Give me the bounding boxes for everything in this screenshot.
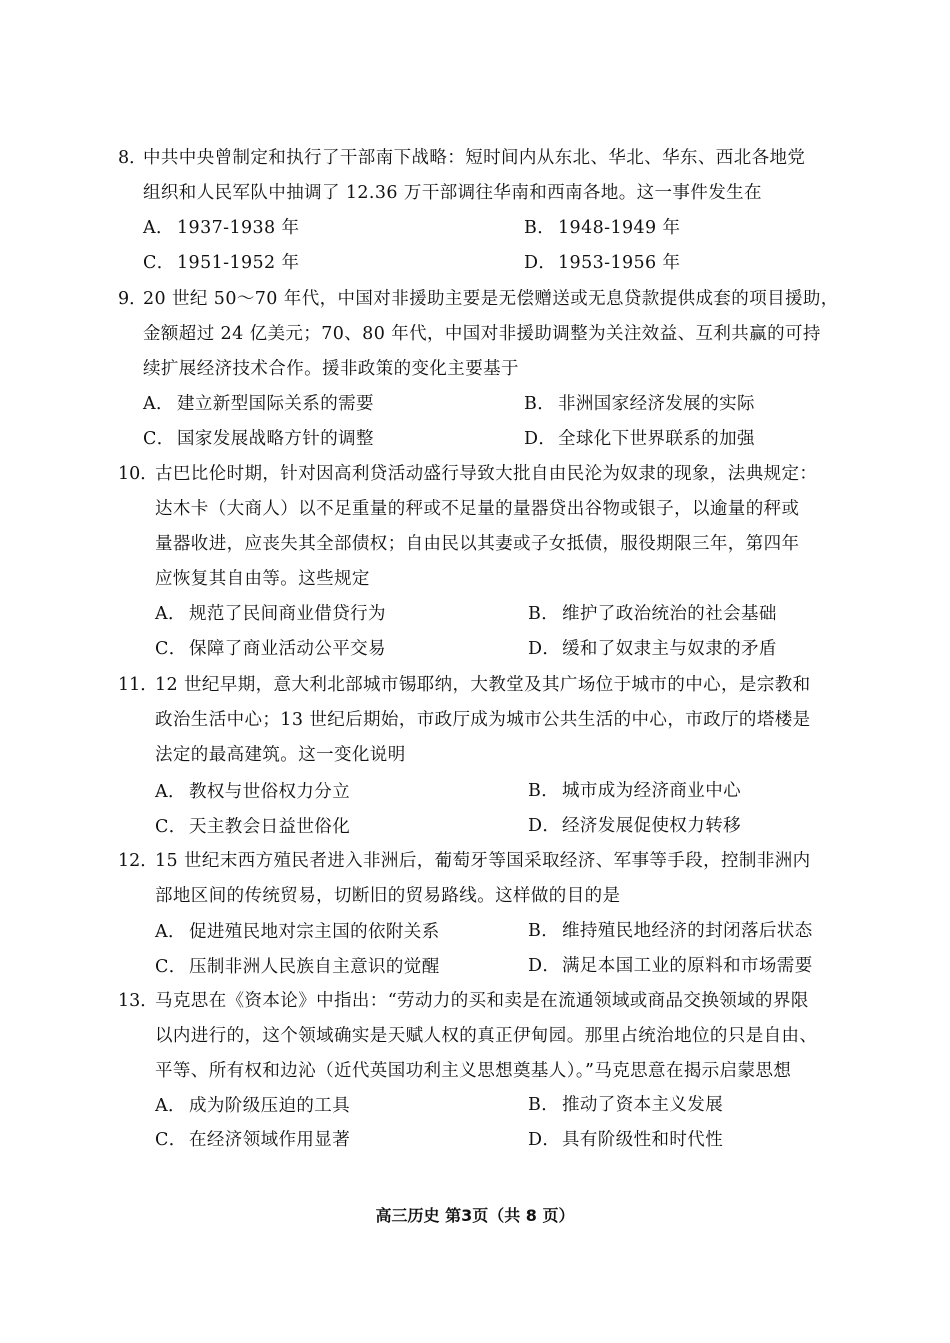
option-d: D．满足本国工业的原料和市场需要 [528, 956, 813, 976]
page-footer: 高三历史 第3页（共 8 页） [375, 1206, 575, 1225]
question-text-line: 古巴比伦时期，针对因高利贷活动盛行导致大批自由民沦为奴隶的现象，法典规定： [155, 464, 818, 484]
option-b: B． 维护了政治统治的社会基础 [528, 604, 777, 624]
option-a: A． 促进殖民地对宗主国的依附关系 [155, 922, 440, 942]
option-b: B． 维持殖民地经济的封闭落后状态 [528, 921, 813, 941]
option-c: C． 压制非洲人民族自主意识的觉醒 [155, 957, 440, 977]
question-text-line: 法定的最高建筑。这一变化说明 [155, 745, 406, 765]
option-c: C． 国家发展战略方针的调整 [143, 429, 374, 449]
question-number: 11． [118, 675, 158, 695]
question-text-line: 应恢复其自由等。这些规定 [155, 569, 370, 589]
question-text-line: 平等、所有权和边沁（近代英国功利主义思想奠基人）。”马克思意在揭示启蒙思想 [155, 1061, 792, 1081]
option-b: B． 非洲国家经济发展的实际 [524, 394, 755, 414]
option-a: A． 1937-1938 年 [143, 218, 300, 238]
question-number: 13． [118, 991, 158, 1011]
option-d: D．缓和了奴隶主与奴隶的矛盾 [528, 639, 777, 659]
question-number: 9． [118, 289, 147, 309]
question-text-line: 量器收进，应丧失其全部债权；自由民以其妻或子女抵债，服役期限三年，第四年 [155, 534, 800, 554]
option-d: D．具有阶级性和时代性 [528, 1130, 724, 1150]
option-c: C． 天主教会日益世俗化 [155, 817, 351, 837]
question-text-line: 组织和人民军队中抽调了 12.36 万干部调往华南和西南各地。这一事件发生在 [143, 183, 762, 203]
question-text-line: 政治生活中心；13 世纪后期始，市政厅成为城市公共生活的中心，市政厅的塔楼是 [155, 710, 811, 730]
option-d: D．全球化下世界联系的加强 [524, 429, 755, 449]
option-a: A． 规范了民间商业借贷行为 [155, 604, 386, 624]
question-text-line: 12 世纪早期，意大利北部城市锡耶纳，大教堂及其广场位于城市的中心，是宗教和 [155, 675, 811, 695]
option-a: A． 成为阶级压迫的工具 [155, 1096, 351, 1116]
question-text-line: 达木卡（大商人）以不足重量的秤或不足量的量器贷出谷物或银子，以逾量的秤或 [155, 499, 800, 519]
option-c: C． 1951-1952 年 [143, 253, 300, 273]
option-b: B． 1948-1949 年 [524, 218, 681, 238]
question-text-line: 20 世纪 50～70 年代，中国对非援助主要是无偿赠送或无息贷款提供成套的项目援助， [143, 289, 839, 309]
question-text-line: 金额超过 24 亿美元；70、80 年代，中国对非援助调整为关注效益、互利共赢的可持 [143, 324, 821, 344]
option-b: B． 城市成为经济商业中心 [528, 781, 741, 801]
question-text-line: 续扩展经济技术合作。援非政策的变化主要基于 [143, 359, 519, 379]
option-d: D．1953-1956 年 [524, 253, 681, 273]
option-b: B． 推动了资本主义发展 [528, 1095, 724, 1115]
option-a: A． 建立新型国际关系的需要 [143, 394, 374, 414]
question-text-line: 以内进行的，这个领域确实是天赋人权的真正伊甸园。那里占统治地位的只是自由、 [155, 1026, 818, 1046]
option-d: D．经济发展促使权力转移 [528, 816, 741, 836]
question-number: 8． [118, 148, 147, 168]
question-text-line: 15 世纪末西方殖民者进入非洲后，葡萄牙等国采取经济、军事等手段，控制非洲内 [155, 851, 811, 871]
option-c: C． 保障了商业活动公平交易 [155, 639, 386, 659]
question-text-line: 马克思在《资本论》中指出：“劳动力的买和卖是在流通领域或商品交换领域的界限 [155, 991, 809, 1011]
question-text-line: 中共中央曾制定和执行了干部南下战略：短时间内从东北、华北、华东、西北各地党 [143, 148, 806, 168]
question-number: 10． [118, 464, 158, 484]
question-text-line: 部地区间的传统贸易，切断旧的贸易路线。这样做的目的是 [155, 886, 621, 906]
option-c: C． 在经济领域作用显著 [155, 1130, 351, 1150]
question-number: 12． [118, 851, 158, 871]
option-a: A． 教权与世俗权力分立 [155, 782, 351, 802]
